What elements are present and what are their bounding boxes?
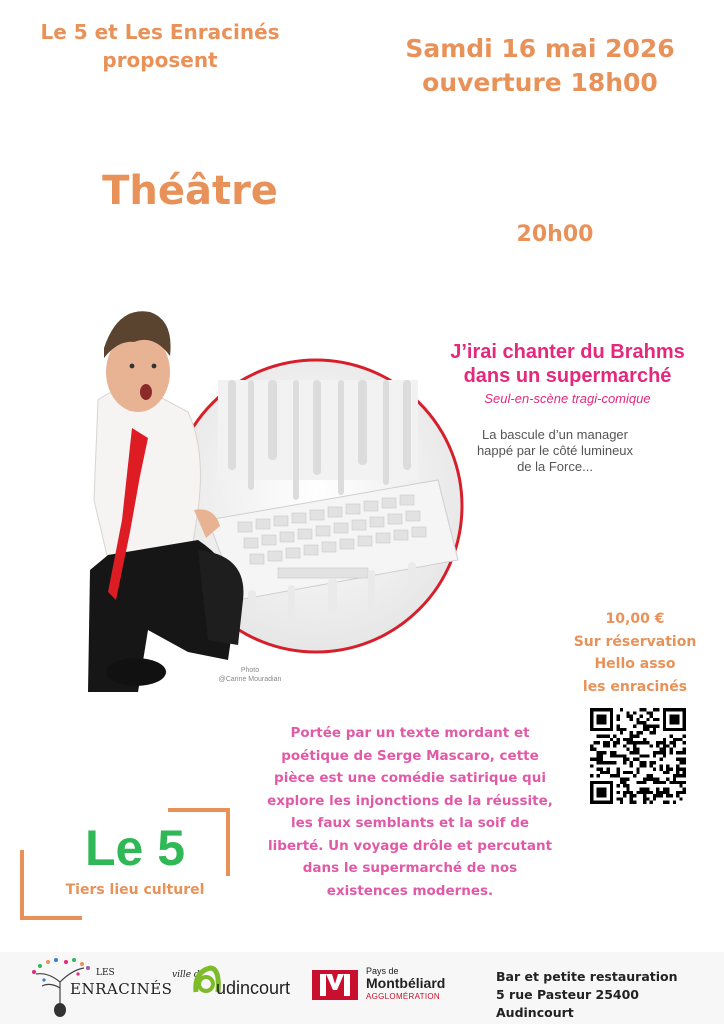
showtime: 20h00 [516, 222, 594, 247]
photo-credit [200, 666, 300, 684]
pma-agglomeration: AGGLOMÉRATION [366, 992, 440, 1001]
show-photo [88, 300, 473, 692]
pricing-block [560, 608, 710, 698]
show-tagline [450, 427, 660, 475]
booking-platform: Hello asso [594, 656, 676, 672]
pma-name: Montbéliard [366, 975, 446, 991]
description-line: existences modernes. [326, 882, 494, 899]
show-title-line-1: J’irai chanter du Brahms [450, 341, 685, 363]
genre-heading: Théâtre [102, 168, 278, 214]
tagline-line-3: de la Force... [517, 459, 593, 474]
pma-pays: Pays de [366, 966, 399, 976]
show-title-line-2: dans un supermarché [463, 365, 672, 387]
description-line: dans le supermarché de nos [302, 860, 518, 876]
audincourt-logo [170, 962, 291, 1007]
booking-organizer: les enracinés [582, 678, 688, 695]
opening-time: ouverture 18h00 [422, 68, 658, 97]
date-block [400, 32, 680, 100]
show-subtitle: Seul-en-scène tragi-comique [484, 391, 651, 406]
presenters-heading [20, 18, 300, 74]
audincourt-ville: ville d’ [172, 970, 203, 980]
qr-code[interactable] [590, 708, 686, 804]
description-line: explore les injonctions de la réussite, [267, 792, 553, 809]
tagline-line-1: La bascule d’un manager [482, 427, 628, 442]
le5-logo-name: Le 5 [84, 820, 186, 876]
reservation-note: Sur réservation [573, 633, 697, 650]
description-line: poétique de Serge Mascaro, cette [281, 747, 539, 764]
event-date: Samdi 16 mai 2026 [405, 34, 675, 63]
description-line: Portée par un texte mordant et [290, 725, 530, 741]
description-line: pièce est une comédie satirique qui [274, 770, 546, 786]
description-line: les faux semblants et la soif de [290, 815, 530, 831]
pma-logo [312, 966, 462, 1006]
audincourt-name: udincourt [216, 978, 291, 998]
le5-logo-subtitle: Tiers lieu culturel [65, 882, 205, 898]
venue-line-1: Bar et petite restauration [496, 969, 678, 984]
venue-address: 5 rue Pasteur 25400 Audincourt [496, 987, 639, 1020]
show-description [250, 722, 570, 902]
pma-m-icon [312, 970, 358, 1000]
enracines-les: LES [96, 968, 115, 978]
description-line: liberté. Un voyage drôle et percutant [267, 837, 553, 854]
venue-info [496, 968, 716, 1022]
photo-credit-line-1: Photo [240, 667, 260, 674]
enracines-logo [22, 952, 173, 1020]
presenters-line-1: Le 5 et Les Enracinés [40, 20, 280, 44]
tagline-line-2: happé par le côté lumineux [476, 443, 634, 458]
enracines-name: ENRACINÉS [70, 980, 173, 998]
photo-credit-line-2: @Carine Mouradian [218, 676, 282, 683]
presenters-line-2: proposent [102, 48, 218, 72]
ticket-price: 10,00 € [605, 611, 665, 627]
